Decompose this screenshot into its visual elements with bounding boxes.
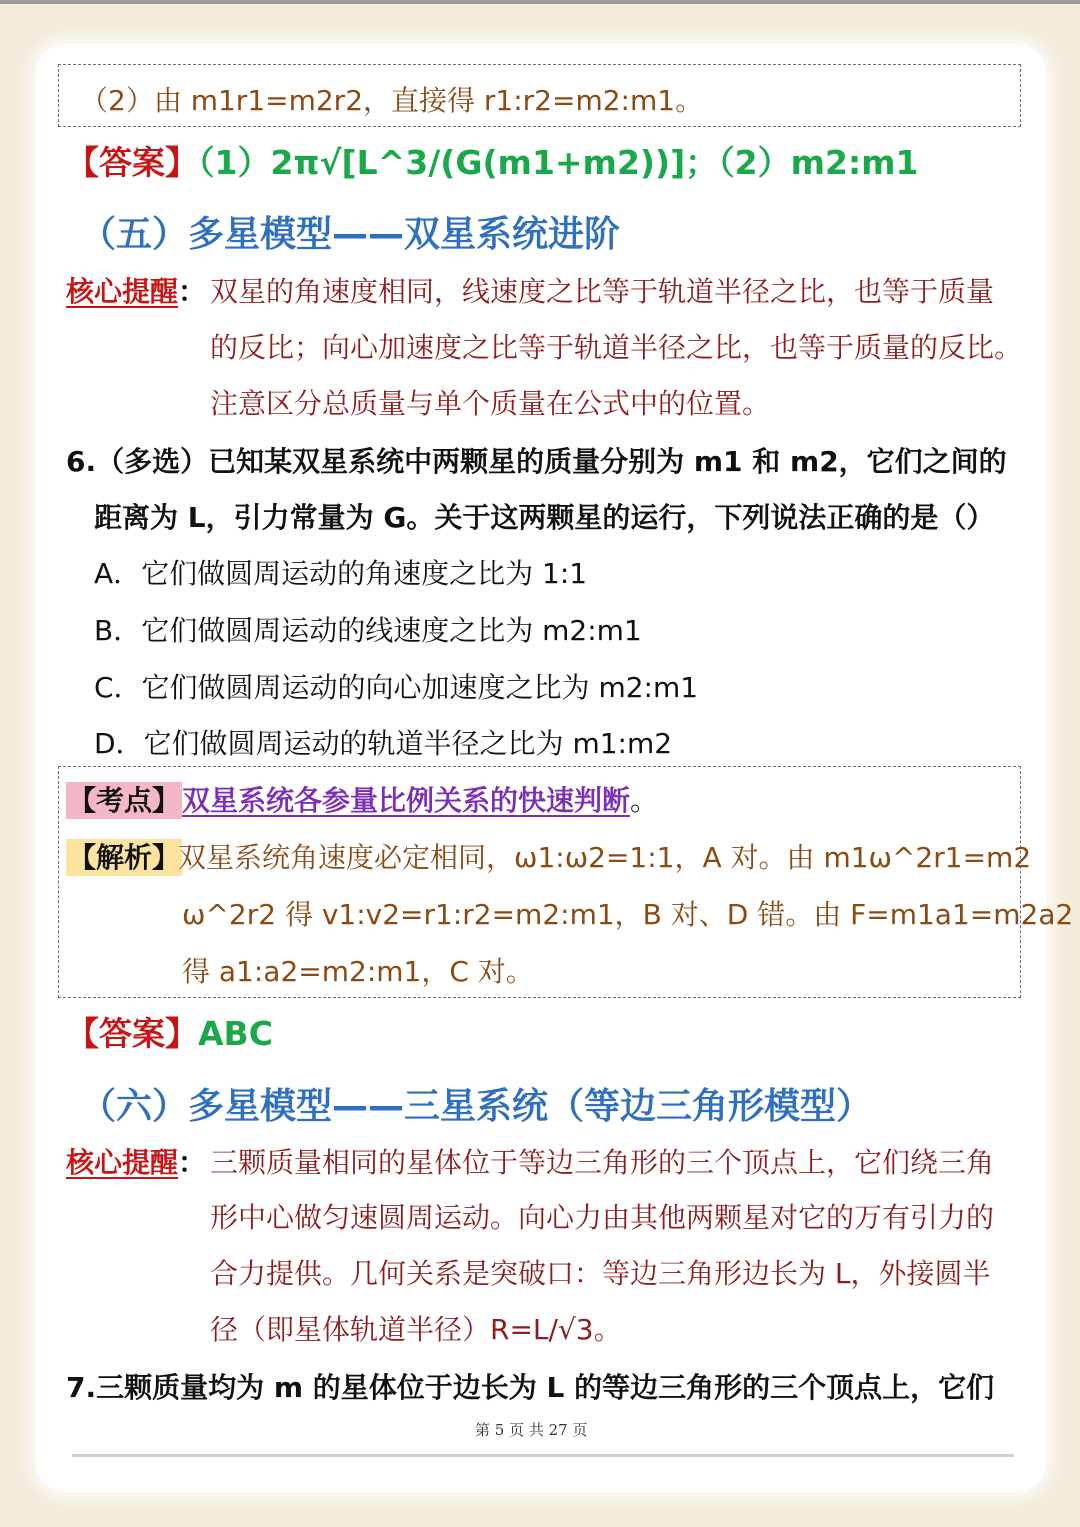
- key-reminder-6-line-4: 径（即星体轨道半径）R=L/√3。: [210, 1313, 622, 1346]
- kaodian-text: 双星系统各参量比例关系的快速判断: [182, 784, 631, 817]
- top-border-line: [0, 0, 1080, 4]
- q6-jiexi-label: [66, 836, 182, 876]
- q6-answer: [66, 1008, 273, 1055]
- q6-answer-label: 【答案】: [66, 1014, 198, 1053]
- key-reminder-6: [66, 1141, 206, 1181]
- q6-answer-text: ABC: [198, 1014, 273, 1053]
- q6-jiexi-line-3: 得 a1:a2=m2:m1，C 对。: [182, 955, 534, 988]
- key-reminder-5-line-1: 双星的角速度相同，线速度之比等于轨道半径之比，也等于质量: [210, 275, 995, 308]
- key-reminder-colon: ：: [178, 1146, 207, 1179]
- q6-option-a: A．它们做圆周运动的角速度之比为 1:1: [94, 557, 588, 590]
- key-reminder-6-line-1: 三颗质量相同的星体位于等边三角形的三个顶点上，它们绕三角: [210, 1146, 995, 1179]
- key-reminder-5-line-3: 注意区分总质量与单个质量在公式中的位置。: [210, 387, 771, 420]
- key-reminder-6-line-2: 形中心做匀速圆周运动。向心力由其他两颗星对它的万有引力的: [210, 1201, 995, 1234]
- answer-text: （1）2π√[L^3/(G(m1+m2))]；（2）m2:m1: [198, 143, 919, 182]
- q6-option-d: D．它们做圆周运动的轨道半径之比为 m1:m2: [94, 727, 673, 760]
- key-reminder-5: [66, 270, 206, 310]
- prev-solution-line: （2）由 m1r1=m2r2，直接得 r1:r2=m2:m1。: [80, 84, 704, 117]
- key-reminder-label: 核心提醒: [66, 1146, 179, 1179]
- q6-stem-line-1: 6.（多选）已知某双星系统中两颗星的质量分别为 m1 和 m2，它们之间的: [66, 445, 1007, 478]
- key-reminder-label: 核心提醒: [66, 275, 179, 308]
- page-number: 第 5 页 共 27 页: [475, 1421, 588, 1439]
- section-title-5: （五）多星模型——双星系统进阶: [80, 214, 621, 255]
- jiexi-tag: 【解析】: [68, 841, 181, 874]
- key-reminder-colon: ：: [178, 275, 207, 308]
- key-reminder-5-line-2: 的反比；向心加速度之比等于轨道半径之比，也等于质量的反比。: [210, 331, 1023, 364]
- footer-rule: [72, 1454, 1014, 1457]
- q6-stem-line-2: 距离为 L，引力常量为 G。关于这两颗星的运行，下列说法正确的是（）: [94, 501, 995, 534]
- q7-stem-line-1: 7.三颗质量均为 m 的星体位于边长为 L 的等边三角形的三个顶点上，它们: [66, 1371, 995, 1404]
- q6-jiexi-line-2: ω^2r2 得 v1:v2=r1:r2=m2:m1，B 对、D 错。由 F=m1a1=m2a2: [182, 898, 1074, 931]
- answer-label: 【答案】: [66, 143, 198, 182]
- kaodian-end: 。: [630, 784, 659, 817]
- prev-answer: [66, 137, 919, 184]
- kaodian-tag: 【考点】: [68, 784, 181, 817]
- section-title-6: （六）多星模型——三星系统（等边三角形模型）: [80, 1086, 873, 1127]
- q6-kaodian: [66, 779, 658, 819]
- q6-jiexi-line-1: 双星系统角速度必定相同，ω1:ω2=1:1，A 对。由 m1ω^2r1=m2: [178, 841, 1032, 874]
- q6-option-c: C．它们做圆周运动的向心加速度之比为 m2:m1: [94, 671, 699, 704]
- q6-option-b: B．它们做圆周运动的线速度之比为 m2:m1: [94, 614, 642, 647]
- key-reminder-6-line-3: 合力提供。几何关系是突破口：等边三角形边长为 L，外接圆半: [210, 1257, 991, 1290]
